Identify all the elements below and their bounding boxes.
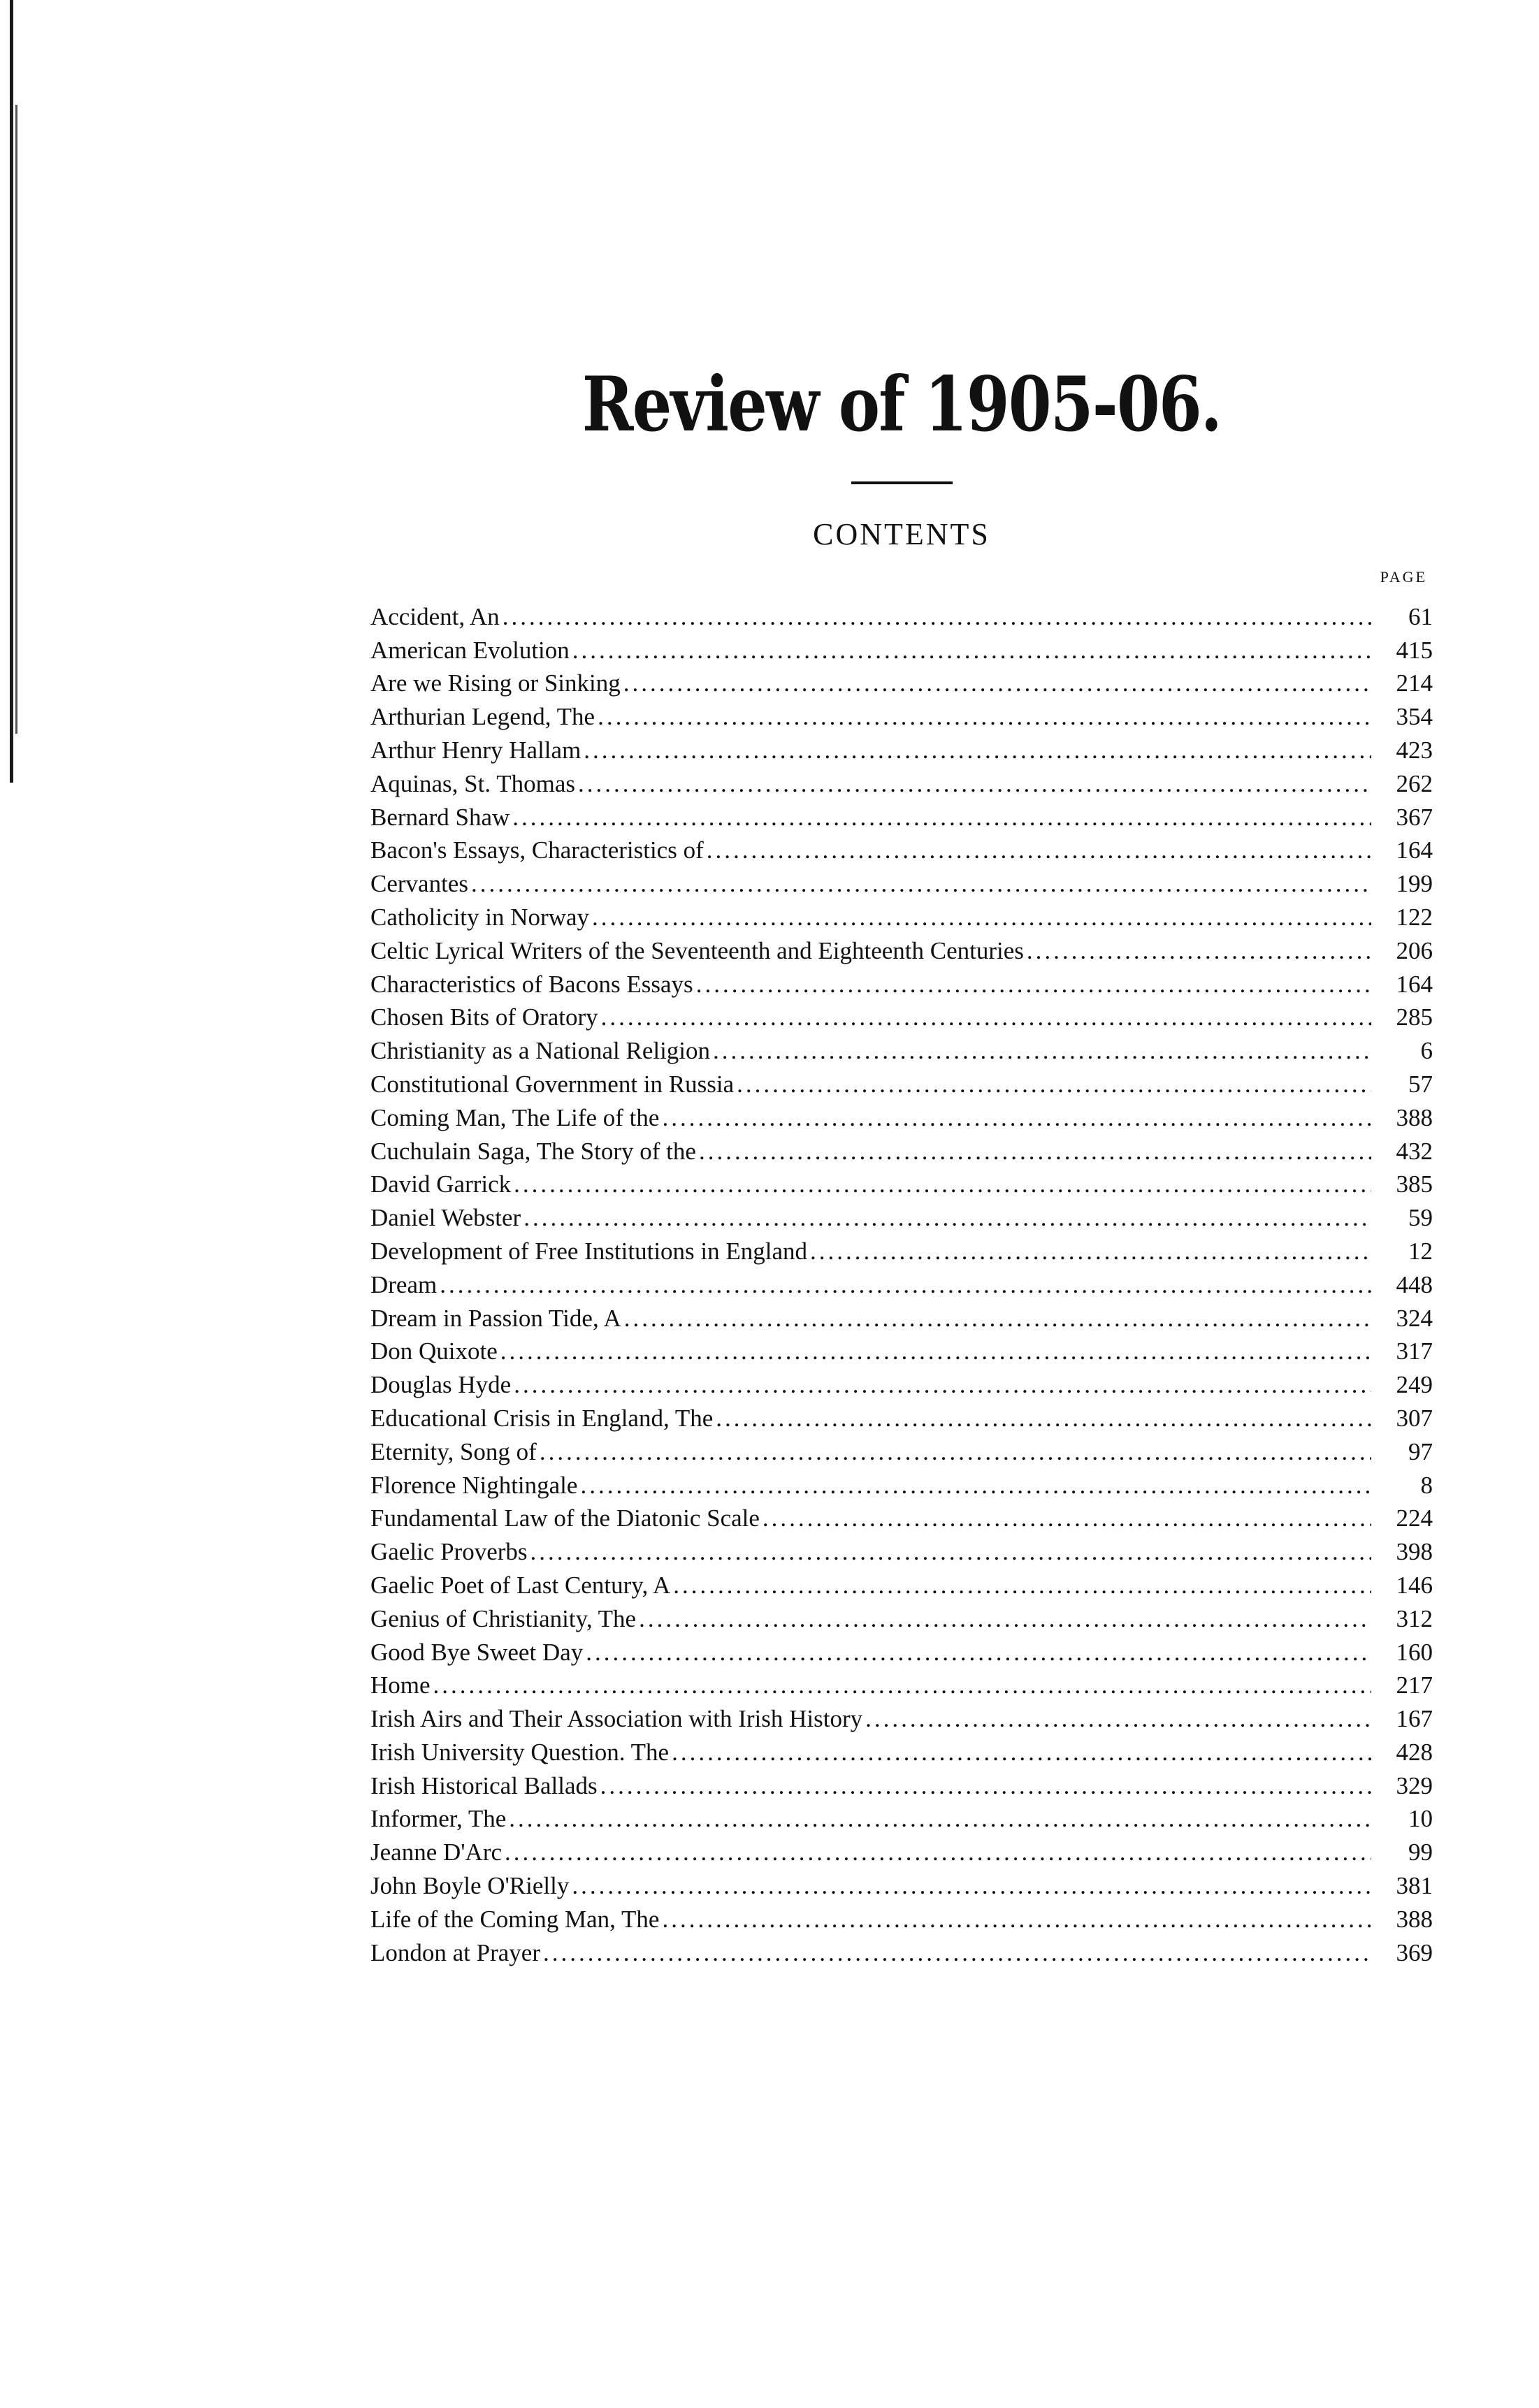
contents-page	[370, 363, 1433, 1969]
toc-entry	[370, 1936, 1433, 1970]
table-of-contents	[370, 600, 1433, 1970]
toc-entry	[370, 867, 1433, 901]
page-title: Review of 1905-06.	[581, 361, 1222, 449]
toc-entry-page: 214	[1396, 669, 1433, 697]
toc-entry	[370, 1569, 1433, 1602]
toc-entry-page: 12	[1408, 1237, 1433, 1265]
toc-entry-title: Irish University Question. The	[370, 1738, 670, 1766]
toc-entry-page: 146	[1396, 1571, 1433, 1599]
dot-leader	[514, 1168, 1371, 1201]
toc-entry-page: 423	[1396, 736, 1433, 764]
toc-entry-title: Douglas Hyde	[370, 1371, 512, 1399]
dot-leader	[540, 1435, 1371, 1469]
toc-entry	[370, 1135, 1433, 1168]
toc-entry	[370, 1636, 1433, 1669]
dot-leader	[810, 1235, 1371, 1268]
toc-entry-page: 217	[1396, 1671, 1433, 1699]
toc-entry-title: John Boyle O'Rielly	[370, 1872, 570, 1900]
dot-leader	[716, 1402, 1371, 1435]
toc-entry-page: 164	[1396, 836, 1433, 864]
toc-entry	[370, 1836, 1433, 1869]
toc-entry	[370, 600, 1433, 634]
toc-entry-page: 388	[1396, 1103, 1433, 1131]
dot-leader	[707, 834, 1371, 867]
toc-entry-title: American Evolution	[370, 636, 570, 664]
toc-entry-page: 167	[1396, 1705, 1433, 1733]
dot-leader	[624, 1302, 1371, 1335]
toc-entry-title: Jeanne D'Arc	[370, 1838, 503, 1866]
toc-entry-title: Characteristics of Bacons Essays	[370, 970, 693, 998]
toc-entry-page: 388	[1396, 1905, 1433, 1933]
toc-entry-title: Florence Nightingale	[370, 1471, 578, 1499]
toc-entry	[370, 1903, 1433, 1936]
dot-leader	[440, 1268, 1371, 1302]
dot-leader	[601, 1001, 1371, 1034]
toc-entry-title: Informer, The	[370, 1805, 507, 1833]
toc-entry-page: 398	[1396, 1538, 1433, 1566]
toc-entry	[370, 1602, 1433, 1636]
toc-entry-title: Irish Airs and Their Association with Irish History	[370, 1705, 863, 1733]
toc-entry-page: 59	[1408, 1204, 1433, 1232]
toc-entry	[370, 1101, 1433, 1135]
toc-entry-title: Eternity, Song of	[370, 1437, 537, 1465]
toc-entry-title: Constitutional Government in Russia	[370, 1070, 735, 1098]
toc-entry-page: 307	[1396, 1404, 1433, 1432]
toc-entry-title: Celtic Lyrical Writers of the Seventeenth and Eighteenth Centuries	[370, 936, 1024, 964]
toc-entry	[370, 968, 1433, 1001]
dot-leader	[598, 700, 1371, 734]
dot-leader	[600, 1769, 1371, 1803]
dot-leader	[509, 1802, 1371, 1836]
toc-entry-page: 312	[1396, 1604, 1433, 1632]
toc-entry-title: Good Bye Sweet Day	[370, 1638, 584, 1666]
dot-leader	[580, 1469, 1371, 1502]
dot-leader	[623, 667, 1371, 700]
toc-entry-page: 99	[1408, 1838, 1433, 1866]
dot-leader	[672, 1736, 1371, 1769]
toc-entry	[370, 1335, 1433, 1368]
toc-entry	[370, 1502, 1433, 1535]
toc-entry-page: 224	[1396, 1504, 1433, 1532]
toc-entry	[370, 1235, 1433, 1268]
toc-entry-title: Arthur Henry Hallam	[370, 736, 581, 764]
dot-leader	[584, 734, 1371, 767]
toc-entry	[370, 1068, 1433, 1101]
toc-entry-page: 381	[1396, 1872, 1433, 1900]
toc-entry-title: Dream	[370, 1270, 438, 1298]
dot-leader	[578, 767, 1371, 801]
toc-entry	[370, 1769, 1433, 1803]
toc-entry-title: Home	[370, 1671, 431, 1699]
dot-leader	[639, 1602, 1371, 1636]
toc-entry-page: 122	[1396, 903, 1433, 931]
toc-entry	[370, 1034, 1433, 1068]
toc-entry	[370, 834, 1433, 867]
toc-entry	[370, 1302, 1433, 1335]
dot-leader	[572, 634, 1371, 667]
toc-entry-title: Accident, An	[370, 602, 500, 630]
toc-entry-title: Aquinas, St. Thomas	[370, 769, 575, 797]
toc-entry	[370, 634, 1433, 667]
toc-entry-page: 249	[1396, 1371, 1433, 1399]
toc-entry	[370, 1435, 1433, 1469]
toc-entry-title: Genius of Christianity, The	[370, 1604, 637, 1632]
dot-leader	[1027, 934, 1371, 968]
dot-leader	[503, 600, 1371, 634]
toc-entry-title: Arthurian Legend, The	[370, 703, 595, 731]
dot-leader	[471, 867, 1371, 901]
toc-entry-page: 97	[1408, 1437, 1433, 1465]
binding-edge-line	[10, 0, 13, 783]
toc-entry-page: 61	[1408, 602, 1433, 630]
toc-entry	[370, 1669, 1433, 1702]
dot-leader	[673, 1569, 1371, 1602]
toc-entry	[370, 1402, 1433, 1435]
toc-entry-title: Christianity as a National Religion	[370, 1037, 711, 1065]
dot-leader	[500, 1335, 1371, 1368]
toc-entry-title: Chosen Bits of Oratory	[370, 1003, 598, 1031]
toc-entry-page: 329	[1396, 1771, 1433, 1799]
dot-leader	[586, 1636, 1371, 1669]
toc-entry-page: 317	[1396, 1337, 1433, 1365]
toc-entry-title: Bernard Shaw	[370, 803, 510, 831]
page-column-heading: PAGE	[1380, 567, 1427, 586]
toc-entry-title: Cuchulain Saga, The Story of the	[370, 1137, 696, 1165]
toc-entry-title: Gaelic Proverbs	[370, 1538, 528, 1566]
dot-leader	[572, 1869, 1371, 1903]
toc-entry-page: 164	[1396, 970, 1433, 998]
toc-entry-title: Don Quixote	[370, 1337, 498, 1365]
toc-entry-page: 160	[1396, 1638, 1433, 1666]
toc-entry-page: 367	[1396, 803, 1433, 831]
dot-leader	[662, 1101, 1371, 1135]
toc-entry	[370, 1869, 1433, 1903]
toc-entry	[370, 1201, 1433, 1235]
toc-entry-page: 57	[1408, 1070, 1433, 1098]
dot-leader	[530, 1535, 1371, 1569]
toc-entry-title: Bacon's Essays, Characteristics of	[370, 836, 704, 864]
toc-entry	[370, 667, 1433, 700]
dot-leader	[865, 1702, 1371, 1736]
toc-entry-page: 285	[1396, 1003, 1433, 1031]
toc-entry-page: 8	[1420, 1471, 1433, 1499]
toc-entry-title: Educational Crisis in England, The	[370, 1404, 714, 1432]
toc-entry-title: Life of the Coming Man, The	[370, 1905, 660, 1933]
toc-entry-page: 369	[1396, 1938, 1433, 1966]
title-divider	[851, 481, 953, 484]
toc-entry-title: Development of Free Institutions in England	[370, 1237, 808, 1265]
toc-entry	[370, 700, 1433, 734]
dot-leader	[592, 901, 1371, 934]
toc-entry	[370, 1702, 1433, 1736]
toc-entry	[370, 1535, 1433, 1569]
toc-entry	[370, 1001, 1433, 1034]
toc-entry-page: 262	[1396, 769, 1433, 797]
toc-entry	[370, 1268, 1433, 1302]
dot-leader	[763, 1502, 1371, 1535]
dot-leader	[737, 1068, 1371, 1101]
toc-entry	[370, 901, 1433, 934]
toc-entry-title: London at Prayer	[370, 1938, 540, 1966]
dot-leader	[433, 1669, 1371, 1702]
dot-leader	[523, 1201, 1371, 1235]
toc-entry-page: 385	[1396, 1170, 1433, 1198]
toc-entry	[370, 734, 1433, 767]
toc-entry-title: Coming Man, The Life of the	[370, 1103, 660, 1131]
toc-entry-page: 206	[1396, 936, 1433, 964]
dot-leader	[662, 1903, 1371, 1936]
dot-leader	[543, 1936, 1371, 1970]
toc-entry-page: 354	[1396, 703, 1433, 731]
toc-entry	[370, 1802, 1433, 1836]
dot-leader	[512, 801, 1371, 834]
toc-entry-page: 10	[1408, 1805, 1433, 1833]
toc-entry-page: 324	[1396, 1304, 1433, 1332]
toc-entry-title: Cervantes	[370, 870, 468, 898]
toc-entry-title: Dream in Passion Tide, A	[370, 1304, 621, 1332]
toc-entry	[370, 1168, 1433, 1201]
binding-edge-shadow	[15, 105, 17, 734]
dot-leader	[505, 1836, 1371, 1869]
toc-entry	[370, 1469, 1433, 1502]
toc-entry-title: Daniel Webster	[370, 1204, 521, 1232]
contents-heading: CONTENTS	[813, 516, 990, 551]
toc-entry-title: Catholicity in Norway	[370, 903, 590, 931]
toc-entry-title: Fundamental Law of the Diatonic Scale	[370, 1504, 760, 1532]
toc-entry-page: 199	[1396, 870, 1433, 898]
dot-leader	[713, 1034, 1371, 1068]
toc-entry-title: David Garrick	[370, 1170, 512, 1198]
toc-entry-page: 448	[1396, 1270, 1433, 1298]
dot-leader	[514, 1368, 1371, 1402]
toc-entry-page: 6	[1420, 1037, 1433, 1065]
dot-leader	[699, 1135, 1371, 1168]
toc-entry-page: 415	[1396, 636, 1433, 664]
toc-entry-page: 428	[1396, 1738, 1433, 1766]
dot-leader	[696, 968, 1371, 1001]
toc-entry	[370, 801, 1433, 834]
toc-entry	[370, 1368, 1433, 1402]
toc-entry	[370, 934, 1433, 968]
toc-entry	[370, 767, 1433, 801]
toc-entry-title: Gaelic Poet of Last Century, A	[370, 1571, 671, 1599]
toc-entry-page: 432	[1396, 1137, 1433, 1165]
toc-entry-title: Are we Rising or Sinking	[370, 669, 621, 697]
toc-entry-title: Irish Historical Ballads	[370, 1771, 598, 1799]
toc-entry	[370, 1736, 1433, 1769]
